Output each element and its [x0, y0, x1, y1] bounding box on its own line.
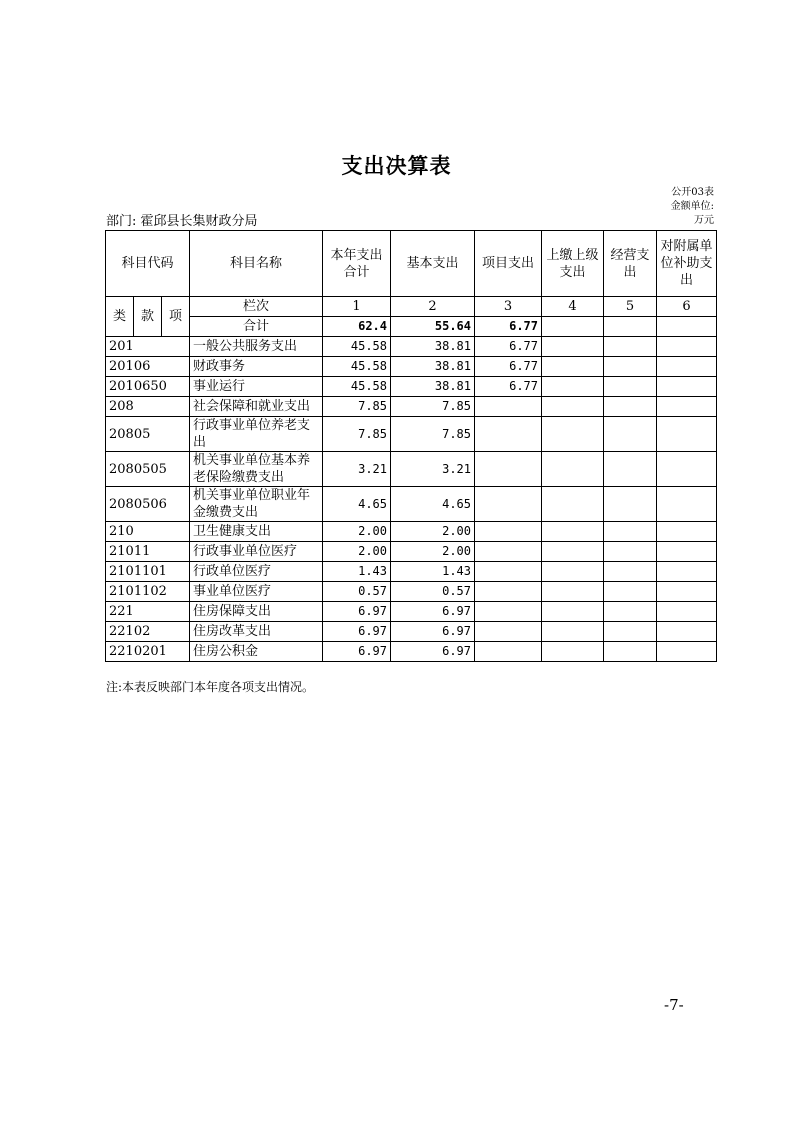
row-code: 2010650	[106, 377, 190, 397]
row-subsidy	[657, 377, 717, 397]
row-total: 7.85	[323, 417, 391, 452]
row-basic: 38.81	[391, 337, 475, 357]
row-code: 20106	[106, 357, 190, 377]
row-name: 机关事业单位基本养老保险缴费支出	[190, 452, 323, 487]
row-basic: 6.97	[391, 642, 475, 662]
row-business	[604, 622, 657, 642]
row-name: 机关事业单位职业年金缴费支出	[190, 487, 323, 522]
row-business	[604, 542, 657, 562]
total-subsidy	[657, 317, 717, 337]
row-project	[475, 452, 542, 487]
row-project	[475, 622, 542, 642]
row-subsidy	[657, 602, 717, 622]
row-project: 6.77	[475, 337, 542, 357]
row-basic: 38.81	[391, 357, 475, 377]
row-code: 201	[106, 337, 190, 357]
total-project: 6.77	[475, 317, 542, 337]
row-subsidy	[657, 452, 717, 487]
row-name: 卫生健康支出	[190, 522, 323, 542]
row-subsidy	[657, 642, 717, 662]
row-business	[604, 522, 657, 542]
row-total: 6.97	[323, 642, 391, 662]
table-row	[106, 522, 717, 542]
row-name: 财政事务	[190, 357, 323, 377]
row-upper	[542, 487, 604, 522]
row-name: 住房改革支出	[190, 622, 323, 642]
row-total: 3.21	[323, 452, 391, 487]
row-code: 221	[106, 602, 190, 622]
header-total: 本年支出合计	[323, 231, 391, 297]
table-row	[106, 487, 717, 522]
row-upper	[542, 542, 604, 562]
row-upper	[542, 562, 604, 582]
row-subsidy	[657, 562, 717, 582]
row-upper	[542, 602, 604, 622]
row-code: 22102	[106, 622, 190, 642]
row-business	[604, 357, 657, 377]
row-business	[604, 582, 657, 602]
row-subsidy	[657, 417, 717, 452]
row-subsidy	[657, 522, 717, 542]
column-index-3: 3	[475, 297, 542, 317]
header-xiang: 项	[162, 297, 190, 337]
total-upper	[542, 317, 604, 337]
header-lanci: 栏次	[190, 297, 323, 317]
row-total: 2.00	[323, 542, 391, 562]
row-project	[475, 487, 542, 522]
row-upper	[542, 642, 604, 662]
row-business	[604, 452, 657, 487]
row-code: 2210201	[106, 642, 190, 662]
row-upper	[542, 397, 604, 417]
table-row	[106, 452, 717, 487]
row-subsidy	[657, 582, 717, 602]
row-name: 行政事业单位医疗	[190, 542, 323, 562]
table-body	[106, 337, 717, 662]
row-name: 行政事业单位养老支出	[190, 417, 323, 452]
row-basic: 3.21	[391, 452, 475, 487]
header-lei: 类	[106, 297, 134, 337]
row-business	[604, 642, 657, 662]
row-business	[604, 602, 657, 622]
amount-unit	[671, 200, 714, 228]
row-project	[475, 542, 542, 562]
page-title: 支出决算表	[341, 153, 452, 178]
department-label: 部门: 霍邱县长集财政分局	[106, 214, 258, 229]
row-name: 住房公积金	[190, 642, 323, 662]
row-total: 6.97	[323, 622, 391, 642]
row-subsidy	[657, 622, 717, 642]
row-code: 2101102	[106, 582, 190, 602]
table-row	[106, 397, 717, 417]
header-basic: 基本支出	[391, 231, 475, 297]
row-total: 7.85	[323, 397, 391, 417]
row-upper	[542, 522, 604, 542]
row-name: 事业单位医疗	[190, 582, 323, 602]
row-basic: 6.97	[391, 602, 475, 622]
row-project	[475, 417, 542, 452]
row-upper	[542, 357, 604, 377]
row-total: 45.58	[323, 357, 391, 377]
header-upper: 上缴上级支出	[542, 231, 604, 297]
amount-unit-label: 金额单位:	[670, 201, 714, 212]
row-subsidy	[657, 337, 717, 357]
row-basic: 1.43	[391, 562, 475, 582]
row-name: 行政单位医疗	[190, 562, 323, 582]
row-business	[604, 417, 657, 452]
table-row	[106, 602, 717, 622]
table-note: 注:本表反映部门本年度各项支出情况。	[106, 680, 315, 694]
table-row	[106, 417, 717, 452]
table-row	[106, 582, 717, 602]
column-index-2: 2	[391, 297, 475, 317]
row-basic: 38.81	[391, 377, 475, 397]
row-project	[475, 602, 542, 622]
column-index-row	[106, 297, 717, 317]
row-upper	[542, 337, 604, 357]
row-project: 6.77	[475, 357, 542, 377]
column-index-6: 6	[657, 297, 717, 317]
row-total: 0.57	[323, 582, 391, 602]
row-code: 208	[106, 397, 190, 417]
row-code: 2080505	[106, 452, 190, 487]
row-code: 21011	[106, 542, 190, 562]
form-number: 公开03表	[671, 187, 714, 198]
row-business	[604, 377, 657, 397]
row-project: 6.77	[475, 377, 542, 397]
table-row	[106, 337, 717, 357]
column-index-5: 5	[604, 297, 657, 317]
row-total: 1.43	[323, 562, 391, 582]
total-row	[106, 317, 717, 337]
row-basic: 4.65	[391, 487, 475, 522]
total-business	[604, 317, 657, 337]
row-subsidy	[657, 397, 717, 417]
row-upper	[542, 582, 604, 602]
row-upper	[542, 417, 604, 452]
page-number: -7-	[664, 996, 684, 1014]
row-upper	[542, 452, 604, 487]
row-name: 一般公共服务支出	[190, 337, 323, 357]
row-name: 社会保障和就业支出	[190, 397, 323, 417]
row-business	[604, 397, 657, 417]
header-name: 科目名称	[190, 231, 323, 297]
row-total: 6.97	[323, 602, 391, 622]
table-row	[106, 562, 717, 582]
column-index-1: 1	[323, 297, 391, 317]
row-basic: 2.00	[391, 542, 475, 562]
header-kuan: 款	[134, 297, 162, 337]
row-total: 45.58	[323, 377, 391, 397]
amount-unit-value: 万元	[694, 215, 714, 226]
row-business	[604, 337, 657, 357]
row-total: 4.65	[323, 487, 391, 522]
row-project	[475, 562, 542, 582]
row-code: 2101101	[106, 562, 190, 582]
row-business	[604, 487, 657, 522]
row-project	[475, 522, 542, 542]
row-subsidy	[657, 542, 717, 562]
table-row	[106, 622, 717, 642]
table-row	[106, 542, 717, 562]
row-name: 事业运行	[190, 377, 323, 397]
row-name: 住房保障支出	[190, 602, 323, 622]
row-subsidy	[657, 487, 717, 522]
row-subsidy	[657, 357, 717, 377]
expenditure-table	[105, 230, 717, 662]
header-code: 科目代码	[106, 231, 190, 297]
header-business: 经营支出	[604, 231, 657, 297]
total-label: 合计	[190, 317, 323, 337]
column-index-4: 4	[542, 297, 604, 317]
row-upper	[542, 622, 604, 642]
row-total: 45.58	[323, 337, 391, 357]
total-amount: 62.4	[323, 317, 391, 337]
total-basic: 55.64	[391, 317, 475, 337]
row-code: 210	[106, 522, 190, 542]
table-row	[106, 377, 717, 397]
row-project	[475, 397, 542, 417]
row-basic: 0.57	[391, 582, 475, 602]
row-business	[604, 562, 657, 582]
row-project	[475, 642, 542, 662]
row-basic: 7.85	[391, 397, 475, 417]
table-row	[106, 357, 717, 377]
row-basic: 7.85	[391, 417, 475, 452]
header-subsidy: 对附属单位补助支出	[657, 231, 717, 297]
row-basic: 2.00	[391, 522, 475, 542]
row-upper	[542, 377, 604, 397]
row-basic: 6.97	[391, 622, 475, 642]
row-code: 2080506	[106, 487, 190, 522]
table-row	[106, 642, 717, 662]
row-total: 2.00	[323, 522, 391, 542]
row-code: 20805	[106, 417, 190, 452]
header-project: 项目支出	[475, 231, 542, 297]
header-row	[106, 231, 717, 297]
row-project	[475, 582, 542, 602]
